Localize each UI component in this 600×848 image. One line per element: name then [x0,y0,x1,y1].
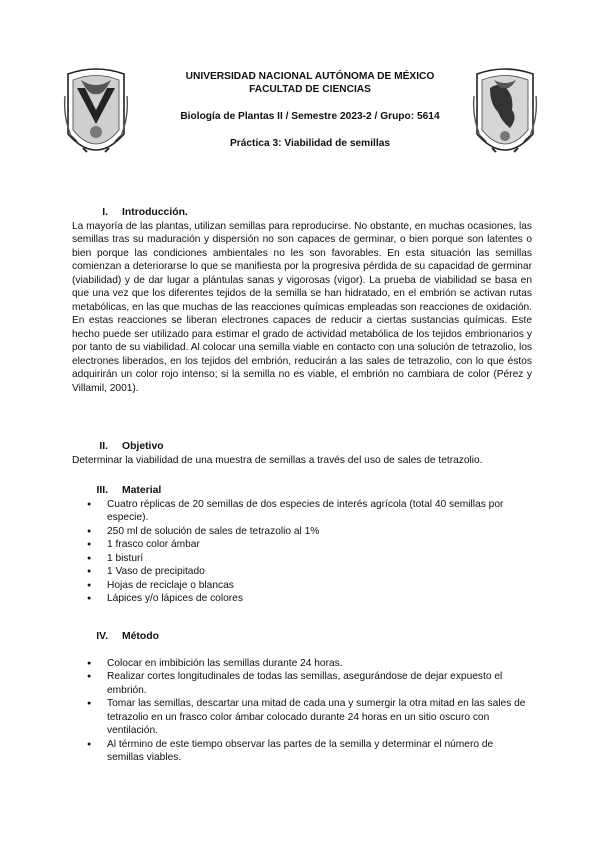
list-item: ● 1 bisturí [72,552,532,566]
section-number: IV. [96,631,108,642]
method-list [72,657,532,765]
section-objective [72,440,532,467]
list-item: ● 250 ml de solución de sales de tetrazolio al 1% [72,525,532,539]
section-number: III. [96,485,108,496]
faculty-name: FACULTAD DE CIENCIAS [249,84,371,95]
material-list [72,498,532,606]
course-info: Biología de Plantas II / Semestre 2023-2 / Grupo: 5614 [180,111,440,122]
document-header [150,70,470,150]
section-method [72,630,532,765]
list-item: ● 1 frasco color ámbar [72,538,532,552]
faculty-seal-logo [472,66,538,170]
section-heading [72,206,532,220]
section-heading [72,630,532,644]
list-item: ● Cuatro réplicas de 20 semillas de dos especies de interés agrícola (total 40 semillas por especie). [72,498,532,525]
introduction-paragraph: La mayoría de las plantas, utilizan semillas para reproducirse. No obstante, en muchas ocasiones, las semillas tras su maduración y dispersión no son capaces de germinar, o bien porque son latentes o bien porque las condiciones ambientales no les son favorables. En esta situación las semillas comienzan a deteriorarse lo que se manifiesta por la progresiva pérdida de su capacidad de germinar (viabilidad) y de dar lugar a plántulas sanas y vigorosas (vigor). La prueba de viabilidad se basa en que una vez que los diferentes tejidos de la semilla se han hidratado, en el embrión se activan rutas metabólicas, en las que muchas de las reacciones químicas empleadas son reacciones de oxidación. En estas reacciones se liberan electrones capaces de reducir a ciertas sustancias químicas. Este hecho puede ser utilizado para estimar el grado de actividad metabólica de los tejidos embrionarios y por tanto de su viabilidad. Al colocar una semilla viable en contacto con una solución de tetrazolio, los electrones liberados, en los tejidos del embrión, reducirán a las sales de tetrazolio, con lo que éstos adquirirán un color rojo intenso; si la semilla no es viable, el embrión no cambiara de color (Pérez y Villamil, 2001). [72,220,532,394]
section-title: Material [122,485,162,496]
list-item: ● Realizar cortes longitudinales de todas las semillas, asegurándose de dejar expuesto el embrión. [72,670,532,697]
list-item: ● Tomar las semillas, descartar una mitad de cada una y sumergir la otra mitad en las sales de tetrazolio en un frasco color ámbar colocado durante 24 horas en un sitio oscuro con ventilación. [72,697,532,738]
section-title: Método [122,631,159,642]
list-item: ● Colocar en imbibición las semillas durante 24 horas. [72,657,532,671]
objective-paragraph: Determinar la viabilidad de una muestra de semillas a través del uso de sales de tetrazolio. [72,454,483,466]
unam-seal-logo [63,66,129,170]
list-item: ● Lápices y/o lápices de colores [72,592,532,606]
list-item: ● Hojas de reciclaje o blancas [72,579,532,593]
section-number: I. [102,207,108,218]
list-item: ● Al término de este tiempo observar las partes de la semilla y determinar el número de semillas viables. [72,738,532,765]
section-material [72,484,532,606]
section-title: Introducción. [122,207,188,218]
list-item: ● 1 Vaso de precipitado [72,565,532,579]
section-heading [72,440,532,454]
section-number: II. [99,441,108,452]
section-title: Objetivo [122,441,164,452]
section-heading [72,484,532,498]
practice-title: Práctica 3: Viabilidad de semillas [229,138,391,149]
university-name: UNIVERSIDAD NACIONAL AUTÓNOMA DE MÉXICO [185,71,435,82]
section-introduction [72,206,532,395]
